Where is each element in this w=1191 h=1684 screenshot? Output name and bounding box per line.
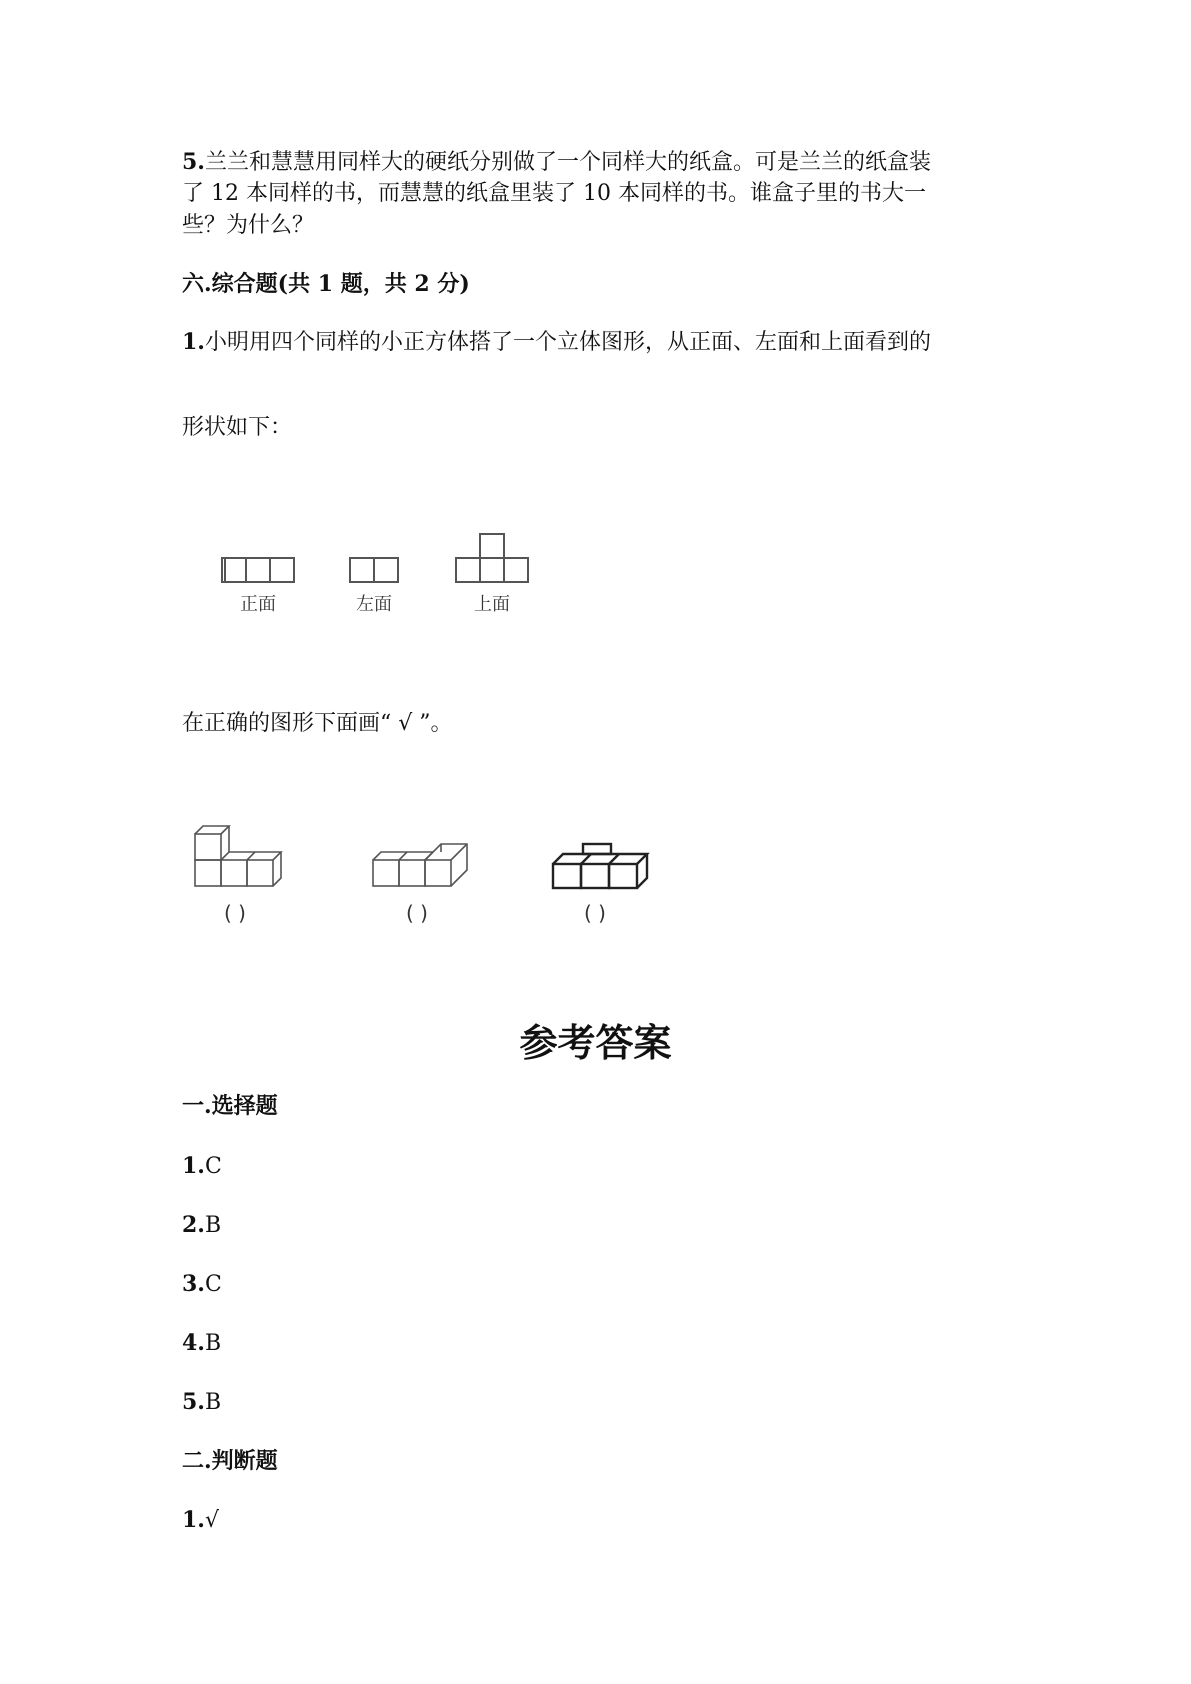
front-view-label: 正面 xyxy=(240,594,276,615)
choice-2-blank[interactable]: ( ) xyxy=(406,901,428,925)
choice-1-blank[interactable]: ( ) xyxy=(224,901,246,925)
q5-line-2: 了 12 本同样的书，而慧慧的纸盒里装了 10 本同样的书。谁盒子里的书大一 xyxy=(182,181,926,206)
answers-section-1-heading: 一.选择题 xyxy=(182,1093,278,1119)
left-view xyxy=(350,558,398,582)
answer-item: 1.√ xyxy=(182,1507,219,1533)
views-figure xyxy=(210,528,540,618)
q5-line-1: 5.兰兰和慧慧用同样大的硬纸分别做了一个同样大的纸盒。可是兰兰的纸盒装 xyxy=(182,149,931,175)
answer-item: 4.B xyxy=(182,1330,222,1356)
choice-2-shape xyxy=(373,844,467,886)
front-view xyxy=(222,558,294,582)
s6-q1-line-2: 形状如下： xyxy=(182,415,293,440)
q5-line-3: 些？为什么？ xyxy=(182,213,315,238)
answer-item: 5.B xyxy=(182,1389,222,1415)
left-view-label: 左面 xyxy=(356,594,392,615)
s6-q1-line-1: 1.小明用四个同样的小正方体搭了一个立体图形，从正面、左面和上面看到的 xyxy=(182,329,931,355)
choices-figure xyxy=(185,820,665,930)
q5-number: 5. xyxy=(182,149,205,175)
choice-1-shape xyxy=(195,826,281,886)
top-view xyxy=(456,534,528,582)
section-6-heading: 六.综合题(共 1 题，共 2 分) xyxy=(182,271,470,297)
choice-3-blank[interactable]: ( ) xyxy=(584,901,606,925)
top-view-label: 上面 xyxy=(474,594,510,615)
choice-3-shape xyxy=(553,844,647,888)
s6-instruction: 在正确的图形下面画“ √ ”。 xyxy=(182,711,453,736)
answers-section-2-heading: 二.判断题 xyxy=(182,1448,278,1474)
s6-q1-number: 1. xyxy=(182,329,205,355)
answer-item: 1.C xyxy=(182,1153,222,1179)
answer-item: 3.C xyxy=(182,1271,222,1297)
answer-item: 2.B xyxy=(182,1212,222,1238)
answers-title: 参考答案 xyxy=(519,1021,672,1065)
